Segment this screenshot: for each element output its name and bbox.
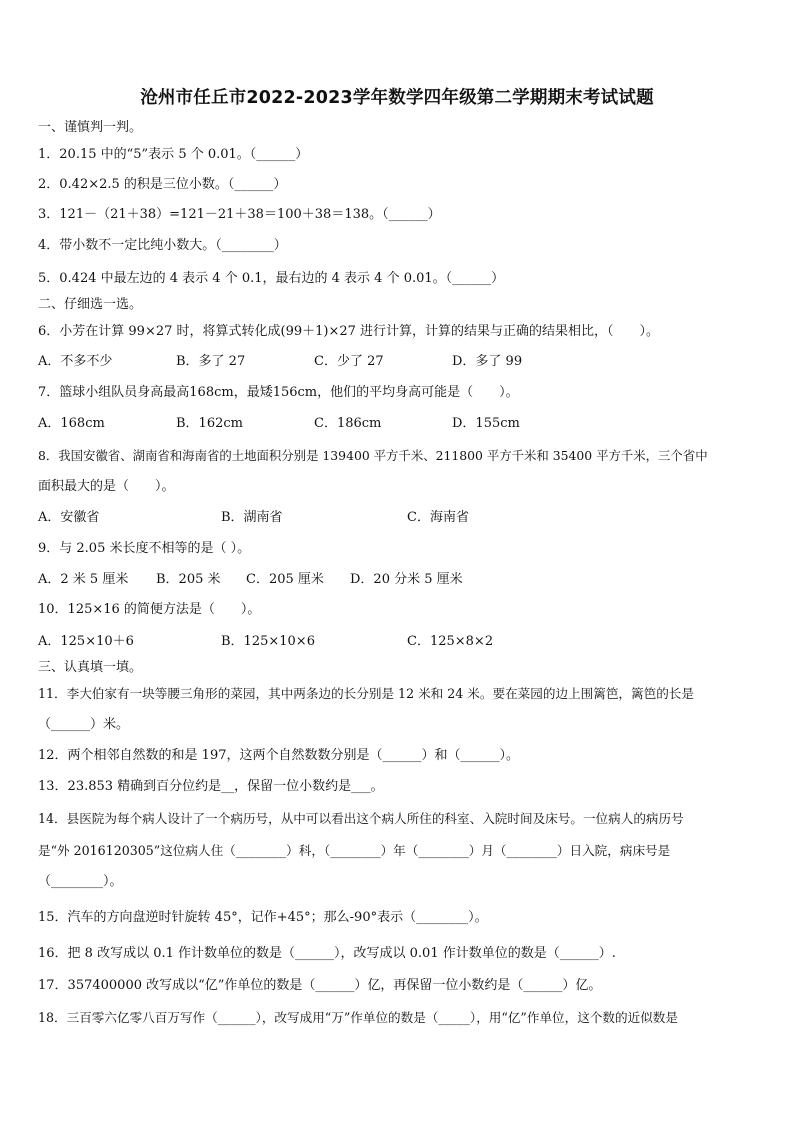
- section-heading-judge: 一、谨慎判一判。: [38, 120, 143, 135]
- option-d: D．155cm: [452, 416, 520, 431]
- section-heading-fill: 三、认真填一填。: [38, 660, 143, 675]
- option-b: B．162cm: [176, 416, 243, 431]
- option-a: A．125×10＋6: [38, 634, 134, 649]
- question-3: 3．121－（21＋38）=121－21＋38＝100＋38＝138。（______）: [38, 207, 441, 222]
- question-15: 15．汽车的方向盘逆时针旋转 45°，记作+45°；那么-90°表示（________）。: [38, 910, 488, 925]
- question-14-line-2: 是“外 2016120305”这位病人住（________）科，（________）年（________）月（________）日入院，病床号是: [38, 843, 671, 858]
- option-c: C．186cm: [314, 416, 382, 431]
- option-c: C．海南省: [407, 510, 469, 525]
- question-11-line-2: （______）米。: [38, 717, 130, 732]
- option-b: B．205 米: [156, 572, 221, 587]
- option-b: B．湖南省: [221, 510, 283, 525]
- question-13: 13．23.853 精确到百分位约是__，保留一位小数约是___。: [38, 779, 384, 794]
- question-4: 4．带小数不一定比纯小数大。（________）: [38, 238, 287, 253]
- question-10: 10．125×16 的简便方法是（ ）。: [38, 602, 261, 617]
- option-a: A．不多不少: [38, 354, 113, 369]
- question-1: 1．20.15 中的“5”表示 5 个 0.01。（______）: [38, 147, 309, 162]
- question-18: 18．三百零六亿零八百万写作（______），改写成用“万”作单位的数是（_____），用“亿”作单位，这个数的近似数是: [38, 1010, 678, 1025]
- question-7: 7．篮球小组队员身高最高168cm，最矮156cm，他们的平均身高可能是（ ）。: [38, 385, 519, 400]
- question-16: 16．把 8 改写成以 0.1 作计数单位的数是（______），改写成以 0.01 作计数单位的数是（______）.: [38, 946, 616, 961]
- option-c: C．205 厘米: [246, 572, 324, 587]
- option-a: A．2 米 5 厘米: [38, 572, 129, 587]
- option-b: B．多了 27: [176, 354, 246, 369]
- question-8-line-2: 面积最大的是（ ）。: [38, 479, 175, 494]
- question-11-line-1: 11．李大伯家有一块等腰三角形的菜园，其中两条边的长分别是 12 米和 24 米。要在菜园的边上围篱笆，篱笆的长是: [38, 686, 694, 701]
- question-2: 2．0.42×2.5 的积是三位小数。（______）: [38, 177, 287, 192]
- page-title: 沧州市任丘市2022-2023学年数学四年级第二学期期末考试试题: [140, 88, 654, 108]
- option-c: C．少了 27: [314, 354, 384, 369]
- option-c: C．125×8×2: [407, 634, 494, 649]
- option-d: D．20 分米 5 厘米: [350, 572, 463, 587]
- option-a: A．安徽省: [38, 510, 100, 525]
- option-d: D．多了 99: [452, 354, 523, 369]
- option-a: A．168cm: [38, 416, 105, 431]
- question-17: 17．357400000 改写成以“亿”作单位的数是（______）亿，再保留一位小数约是（______）亿。: [38, 978, 602, 993]
- question-6: 6．小芳在计算 99×27 时，将算式转化成(99＋1)×27 进行计算，计算的结果与正确的结果相比，（ ）。: [38, 324, 660, 339]
- question-14-line-1: 14．县医院为每个病人设计了一个病历号，从中可以看出这个病人所住的科室、入院时间及床号。一位病人的病历号: [38, 811, 684, 826]
- question-9: 9．与 2.05 米长度不相等的是（ ）。: [38, 541, 251, 556]
- option-b: B．125×10×6: [221, 634, 315, 649]
- question-8-line-1: 8．我国安徽省、湖南省和海南省的土地面积分别是 139400 平方千米、211800 平方千米和 35400 平方千米，三个省中: [38, 448, 708, 463]
- question-12: 12．两个相邻自然数的和是 197，这两个自然数数分别是（______）和（______）。: [38, 748, 519, 763]
- section-heading-choose: 二、仔细选一选。: [38, 297, 143, 312]
- question-5: 5．0.424 中最左边的 4 表示 4 个 0.1，最右边的 4 表示 4 个 0.01。（______）: [38, 271, 505, 286]
- question-14-line-3: （________）。: [38, 874, 123, 889]
